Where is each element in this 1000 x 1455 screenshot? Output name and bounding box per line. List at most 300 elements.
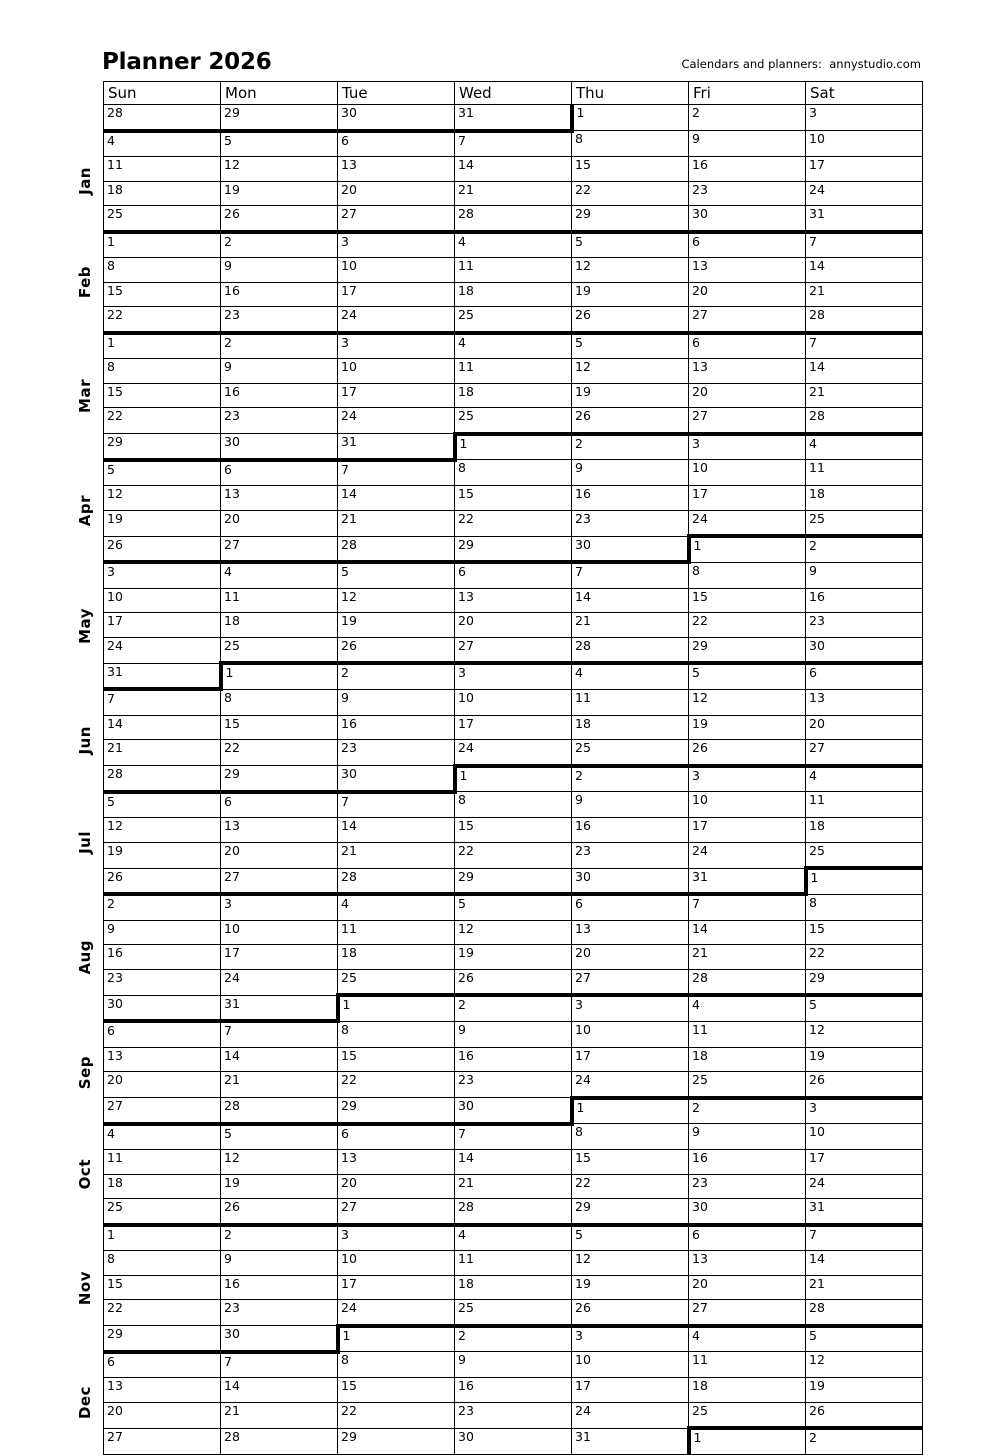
week-row bbox=[104, 613, 923, 638]
day-cell: 7 bbox=[221, 1021, 338, 1047]
day-cell: 8 bbox=[338, 1352, 455, 1378]
month-label-text: Feb bbox=[76, 265, 94, 299]
day-cell: 14 bbox=[338, 486, 455, 511]
day-cell: 2 bbox=[689, 105, 806, 131]
day-cell: 6 bbox=[221, 792, 338, 818]
day-cell: 6 bbox=[338, 1124, 455, 1150]
day-cell: 18 bbox=[689, 1378, 806, 1403]
day-cell: 5 bbox=[572, 333, 689, 359]
day-cell: 7 bbox=[455, 131, 572, 157]
weekday-header-thu: Thu bbox=[572, 82, 689, 105]
day-cell: 18 bbox=[104, 1174, 221, 1199]
page-title: Planner 2026 bbox=[102, 49, 272, 75]
day-cell: 7 bbox=[221, 1352, 338, 1378]
day-cell: 29 bbox=[221, 766, 338, 792]
week-row bbox=[104, 1300, 923, 1326]
day-cell: 10 bbox=[572, 1021, 689, 1047]
day-cell: 25 bbox=[104, 206, 221, 232]
day-cell: 11 bbox=[806, 792, 923, 818]
day-cell: 17 bbox=[104, 613, 221, 638]
day-cell: 20 bbox=[806, 715, 923, 740]
day-cell: 15 bbox=[806, 920, 923, 945]
day-cell: 11 bbox=[104, 1150, 221, 1175]
month-label-text: Sep bbox=[76, 1055, 94, 1089]
day-cell: 30 bbox=[104, 995, 221, 1021]
day-cell: 19 bbox=[104, 510, 221, 536]
day-cell: 4 bbox=[455, 1225, 572, 1251]
day-cell: 19 bbox=[572, 282, 689, 307]
month-label-oct bbox=[70, 1124, 100, 1225]
day-cell: 23 bbox=[221, 1300, 338, 1326]
day-cell: 20 bbox=[338, 1174, 455, 1199]
day-cell: 21 bbox=[338, 842, 455, 868]
day-cell: 15 bbox=[338, 1378, 455, 1403]
week-row bbox=[104, 868, 923, 894]
day-cell: 22 bbox=[104, 1300, 221, 1326]
day-cell: 29 bbox=[572, 1199, 689, 1225]
weekday-header-row bbox=[104, 82, 923, 105]
day-cell: 6 bbox=[572, 894, 689, 920]
day-cell: 3 bbox=[338, 333, 455, 359]
day-cell: 11 bbox=[104, 157, 221, 182]
day-cell: 11 bbox=[806, 460, 923, 486]
day-cell: 22 bbox=[104, 307, 221, 333]
day-cell: 29 bbox=[572, 206, 689, 232]
day-cell: 23 bbox=[689, 1174, 806, 1199]
day-cell: 22 bbox=[338, 1072, 455, 1098]
day-cell: 11 bbox=[338, 920, 455, 945]
day-cell: 28 bbox=[221, 1098, 338, 1124]
week-row bbox=[104, 536, 923, 562]
day-cell: 30 bbox=[689, 1199, 806, 1225]
day-cell: 5 bbox=[572, 1225, 689, 1251]
day-cell: 20 bbox=[689, 383, 806, 408]
day-cell: 28 bbox=[221, 1428, 338, 1454]
day-cell: 27 bbox=[689, 408, 806, 434]
day-cell: 30 bbox=[806, 637, 923, 663]
day-cell: 3 bbox=[689, 434, 806, 460]
day-cell: 11 bbox=[689, 1021, 806, 1047]
day-cell: 26 bbox=[572, 1300, 689, 1326]
day-cell: 13 bbox=[689, 359, 806, 384]
day-cell: 19 bbox=[572, 1275, 689, 1300]
day-cell: 25 bbox=[455, 307, 572, 333]
day-cell: 6 bbox=[104, 1021, 221, 1047]
day-cell: 25 bbox=[455, 408, 572, 434]
day-cell: 25 bbox=[806, 842, 923, 868]
week-row bbox=[104, 434, 923, 460]
day-cell: 8 bbox=[104, 359, 221, 384]
day-cell: 15 bbox=[221, 715, 338, 740]
week-row bbox=[104, 1428, 923, 1454]
month-label-text: Jan bbox=[76, 167, 94, 195]
day-cell: 1 bbox=[104, 232, 221, 258]
day-cell: 4 bbox=[806, 434, 923, 460]
week-row bbox=[104, 766, 923, 792]
day-cell: 29 bbox=[455, 868, 572, 894]
day-cell: 5 bbox=[806, 995, 923, 1021]
day-cell: 27 bbox=[338, 206, 455, 232]
day-cell: 16 bbox=[572, 486, 689, 511]
day-cell: 3 bbox=[338, 232, 455, 258]
day-cell: 9 bbox=[455, 1021, 572, 1047]
day-cell: 2 bbox=[104, 894, 221, 920]
day-cell: 14 bbox=[806, 359, 923, 384]
month-label-apr bbox=[70, 460, 100, 563]
week-row bbox=[104, 792, 923, 818]
month-label-text: Oct bbox=[76, 1158, 94, 1190]
day-cell: 8 bbox=[572, 131, 689, 157]
day-cell: 7 bbox=[806, 232, 923, 258]
day-cell: 19 bbox=[104, 842, 221, 868]
month-label-text: Dec bbox=[76, 1386, 94, 1420]
day-cell: 21 bbox=[221, 1402, 338, 1428]
month-label-feb bbox=[70, 232, 100, 333]
day-cell: 14 bbox=[806, 1251, 923, 1276]
day-cell: 16 bbox=[221, 383, 338, 408]
day-cell: 9 bbox=[572, 792, 689, 818]
day-cell: 22 bbox=[455, 842, 572, 868]
day-cell: 28 bbox=[455, 1199, 572, 1225]
day-cell: 16 bbox=[689, 1150, 806, 1175]
day-cell: 22 bbox=[338, 1402, 455, 1428]
day-cell: 10 bbox=[689, 792, 806, 818]
day-cell: 7 bbox=[689, 894, 806, 920]
week-row bbox=[104, 740, 923, 766]
day-cell: 6 bbox=[689, 1225, 806, 1251]
day-cell: 31 bbox=[689, 868, 806, 894]
month-label-aug bbox=[70, 894, 100, 1021]
day-cell: 11 bbox=[689, 1352, 806, 1378]
day-cell: 1 bbox=[689, 536, 806, 562]
day-cell: 3 bbox=[806, 105, 923, 131]
day-cell: 9 bbox=[221, 258, 338, 283]
day-cell: 1 bbox=[221, 663, 338, 689]
day-cell: 1 bbox=[572, 105, 689, 131]
month-label-jan bbox=[70, 131, 100, 232]
day-cell: 16 bbox=[338, 715, 455, 740]
day-cell: 8 bbox=[689, 562, 806, 588]
day-cell: 17 bbox=[806, 1150, 923, 1175]
day-cell: 18 bbox=[104, 181, 221, 206]
day-cell: 20 bbox=[689, 1275, 806, 1300]
week-row bbox=[104, 1225, 923, 1251]
day-cell: 15 bbox=[455, 486, 572, 511]
day-cell: 10 bbox=[338, 1251, 455, 1276]
day-cell: 27 bbox=[689, 1300, 806, 1326]
day-cell: 5 bbox=[572, 232, 689, 258]
week-row bbox=[104, 408, 923, 434]
week-row bbox=[104, 715, 923, 740]
day-cell: 31 bbox=[104, 663, 221, 689]
day-cell: 6 bbox=[104, 1352, 221, 1378]
day-cell: 31 bbox=[572, 1428, 689, 1454]
day-cell: 12 bbox=[221, 1150, 338, 1175]
day-cell: 26 bbox=[572, 307, 689, 333]
day-cell: 4 bbox=[104, 1124, 221, 1150]
day-cell: 4 bbox=[689, 1326, 806, 1352]
month-label-text: Apr bbox=[76, 495, 94, 527]
day-cell: 5 bbox=[104, 792, 221, 818]
day-cell: 22 bbox=[806, 945, 923, 970]
month-label-sep bbox=[70, 1021, 100, 1124]
week-row bbox=[104, 1251, 923, 1276]
week-row bbox=[104, 689, 923, 715]
day-cell: 23 bbox=[221, 408, 338, 434]
day-cell: 14 bbox=[455, 157, 572, 182]
week-row bbox=[104, 562, 923, 588]
week-row bbox=[104, 1021, 923, 1047]
week-row bbox=[104, 282, 923, 307]
day-cell: 14 bbox=[806, 258, 923, 283]
day-cell: 15 bbox=[572, 157, 689, 182]
day-cell: 9 bbox=[455, 1352, 572, 1378]
day-cell: 10 bbox=[338, 258, 455, 283]
day-cell: 9 bbox=[221, 359, 338, 384]
day-cell: 4 bbox=[455, 232, 572, 258]
day-cell: 1 bbox=[689, 1428, 806, 1454]
day-cell: 9 bbox=[689, 131, 806, 157]
day-cell: 21 bbox=[806, 383, 923, 408]
day-cell: 17 bbox=[338, 383, 455, 408]
day-cell: 19 bbox=[221, 181, 338, 206]
day-cell: 27 bbox=[455, 637, 572, 663]
day-cell: 2 bbox=[455, 1326, 572, 1352]
day-cell: 15 bbox=[338, 1047, 455, 1072]
day-cell: 10 bbox=[806, 1124, 923, 1150]
day-cell: 21 bbox=[455, 181, 572, 206]
day-cell: 29 bbox=[806, 969, 923, 995]
year-planner-table bbox=[103, 81, 923, 1455]
day-cell: 9 bbox=[689, 1124, 806, 1150]
day-cell: 5 bbox=[806, 1326, 923, 1352]
day-cell: 4 bbox=[104, 131, 221, 157]
day-cell: 21 bbox=[689, 945, 806, 970]
day-cell: 29 bbox=[455, 536, 572, 562]
day-cell: 16 bbox=[104, 945, 221, 970]
day-cell: 9 bbox=[806, 562, 923, 588]
day-cell: 22 bbox=[221, 740, 338, 766]
day-cell: 13 bbox=[572, 920, 689, 945]
day-cell: 10 bbox=[689, 460, 806, 486]
week-row bbox=[104, 181, 923, 206]
day-cell: 29 bbox=[338, 1098, 455, 1124]
week-row bbox=[104, 105, 923, 131]
day-cell: 31 bbox=[455, 105, 572, 131]
week-row bbox=[104, 995, 923, 1021]
day-cell: 14 bbox=[572, 588, 689, 613]
day-cell: 24 bbox=[572, 1072, 689, 1098]
week-row bbox=[104, 588, 923, 613]
day-cell: 16 bbox=[455, 1047, 572, 1072]
day-cell: 26 bbox=[221, 206, 338, 232]
day-cell: 30 bbox=[221, 1326, 338, 1352]
day-cell: 18 bbox=[806, 486, 923, 511]
day-cell: 12 bbox=[104, 818, 221, 843]
day-cell: 9 bbox=[572, 460, 689, 486]
day-cell: 6 bbox=[221, 460, 338, 486]
day-cell: 16 bbox=[221, 1275, 338, 1300]
day-cell: 23 bbox=[689, 181, 806, 206]
day-cell: 4 bbox=[572, 663, 689, 689]
day-cell: 14 bbox=[221, 1047, 338, 1072]
day-cell: 15 bbox=[572, 1150, 689, 1175]
day-cell: 30 bbox=[221, 434, 338, 460]
day-cell: 23 bbox=[572, 842, 689, 868]
day-cell: 3 bbox=[221, 894, 338, 920]
day-cell: 18 bbox=[455, 282, 572, 307]
day-cell: 29 bbox=[221, 105, 338, 131]
day-cell: 2 bbox=[806, 536, 923, 562]
day-cell: 12 bbox=[806, 1352, 923, 1378]
day-cell: 28 bbox=[689, 969, 806, 995]
day-cell: 2 bbox=[221, 333, 338, 359]
week-row bbox=[104, 307, 923, 333]
day-cell: 6 bbox=[689, 232, 806, 258]
week-row bbox=[104, 1098, 923, 1124]
day-cell: 15 bbox=[104, 282, 221, 307]
day-cell: 6 bbox=[455, 562, 572, 588]
day-cell: 10 bbox=[806, 131, 923, 157]
day-cell: 1 bbox=[455, 434, 572, 460]
day-cell: 12 bbox=[104, 486, 221, 511]
week-row bbox=[104, 1124, 923, 1150]
day-cell: 28 bbox=[104, 105, 221, 131]
week-row bbox=[104, 894, 923, 920]
day-cell: 8 bbox=[338, 1021, 455, 1047]
day-cell: 17 bbox=[221, 945, 338, 970]
day-cell: 20 bbox=[221, 510, 338, 536]
week-row bbox=[104, 818, 923, 843]
day-cell: 21 bbox=[455, 1174, 572, 1199]
day-cell: 14 bbox=[221, 1378, 338, 1403]
day-cell: 1 bbox=[338, 1326, 455, 1352]
day-cell: 9 bbox=[338, 689, 455, 715]
day-cell: 21 bbox=[338, 510, 455, 536]
day-cell: 22 bbox=[689, 613, 806, 638]
day-cell: 25 bbox=[455, 1300, 572, 1326]
day-cell: 23 bbox=[806, 613, 923, 638]
day-cell: 10 bbox=[572, 1352, 689, 1378]
day-cell: 27 bbox=[221, 536, 338, 562]
day-cell: 12 bbox=[455, 920, 572, 945]
day-cell: 2 bbox=[455, 995, 572, 1021]
week-row bbox=[104, 1275, 923, 1300]
day-cell: 18 bbox=[572, 715, 689, 740]
day-cell: 24 bbox=[806, 1174, 923, 1199]
week-row bbox=[104, 157, 923, 182]
day-cell: 28 bbox=[572, 637, 689, 663]
day-cell: 2 bbox=[572, 766, 689, 792]
day-cell: 22 bbox=[572, 181, 689, 206]
day-cell: 3 bbox=[572, 995, 689, 1021]
day-cell: 16 bbox=[572, 818, 689, 843]
day-cell: 21 bbox=[806, 1275, 923, 1300]
day-cell: 8 bbox=[221, 689, 338, 715]
day-cell: 10 bbox=[455, 689, 572, 715]
month-label-text: Nov bbox=[76, 1270, 94, 1306]
day-cell: 14 bbox=[338, 818, 455, 843]
day-cell: 17 bbox=[806, 157, 923, 182]
day-cell: 1 bbox=[338, 995, 455, 1021]
day-cell: 18 bbox=[221, 613, 338, 638]
day-cell: 27 bbox=[338, 1199, 455, 1225]
day-cell: 8 bbox=[455, 792, 572, 818]
day-cell: 28 bbox=[455, 206, 572, 232]
day-cell: 3 bbox=[338, 1225, 455, 1251]
day-cell: 14 bbox=[104, 715, 221, 740]
day-cell: 25 bbox=[689, 1402, 806, 1428]
day-cell: 7 bbox=[338, 792, 455, 818]
day-cell: 26 bbox=[338, 637, 455, 663]
day-cell: 3 bbox=[572, 1326, 689, 1352]
day-cell: 25 bbox=[689, 1072, 806, 1098]
day-cell: 4 bbox=[221, 562, 338, 588]
week-row bbox=[104, 945, 923, 970]
day-cell: 31 bbox=[221, 995, 338, 1021]
day-cell: 12 bbox=[221, 157, 338, 182]
day-cell: 27 bbox=[806, 740, 923, 766]
day-cell: 22 bbox=[104, 408, 221, 434]
day-cell: 12 bbox=[338, 588, 455, 613]
day-cell: 29 bbox=[338, 1428, 455, 1454]
day-cell: 8 bbox=[572, 1124, 689, 1150]
day-cell: 24 bbox=[104, 637, 221, 663]
week-row bbox=[104, 637, 923, 663]
day-cell: 17 bbox=[689, 818, 806, 843]
day-cell: 18 bbox=[689, 1047, 806, 1072]
month-label-dec bbox=[70, 1352, 100, 1455]
day-cell: 13 bbox=[806, 689, 923, 715]
day-cell: 24 bbox=[338, 408, 455, 434]
week-row bbox=[104, 1150, 923, 1175]
day-cell: 6 bbox=[338, 131, 455, 157]
day-cell: 16 bbox=[689, 157, 806, 182]
day-cell: 26 bbox=[806, 1072, 923, 1098]
week-row bbox=[104, 663, 923, 689]
day-cell: 12 bbox=[572, 258, 689, 283]
day-cell: 21 bbox=[221, 1072, 338, 1098]
day-cell: 30 bbox=[338, 105, 455, 131]
day-cell: 7 bbox=[572, 562, 689, 588]
day-cell: 2 bbox=[221, 1225, 338, 1251]
day-cell: 12 bbox=[689, 689, 806, 715]
day-cell: 10 bbox=[221, 920, 338, 945]
day-cell: 15 bbox=[455, 818, 572, 843]
day-cell: 4 bbox=[689, 995, 806, 1021]
day-cell: 21 bbox=[806, 282, 923, 307]
day-cell: 24 bbox=[338, 1300, 455, 1326]
week-row bbox=[104, 1174, 923, 1199]
day-cell: 27 bbox=[104, 1428, 221, 1454]
day-cell: 24 bbox=[689, 842, 806, 868]
day-cell: 15 bbox=[689, 588, 806, 613]
week-row bbox=[104, 969, 923, 995]
day-cell: 20 bbox=[104, 1402, 221, 1428]
day-cell: 11 bbox=[455, 258, 572, 283]
day-cell: 2 bbox=[221, 232, 338, 258]
day-cell: 27 bbox=[221, 868, 338, 894]
day-cell: 25 bbox=[338, 969, 455, 995]
day-cell: 19 bbox=[806, 1378, 923, 1403]
planner-table-body bbox=[104, 105, 923, 1455]
day-cell: 3 bbox=[104, 562, 221, 588]
day-cell: 28 bbox=[806, 307, 923, 333]
day-cell: 30 bbox=[338, 766, 455, 792]
day-cell: 23 bbox=[104, 969, 221, 995]
day-cell: 13 bbox=[221, 818, 338, 843]
day-cell: 10 bbox=[338, 359, 455, 384]
